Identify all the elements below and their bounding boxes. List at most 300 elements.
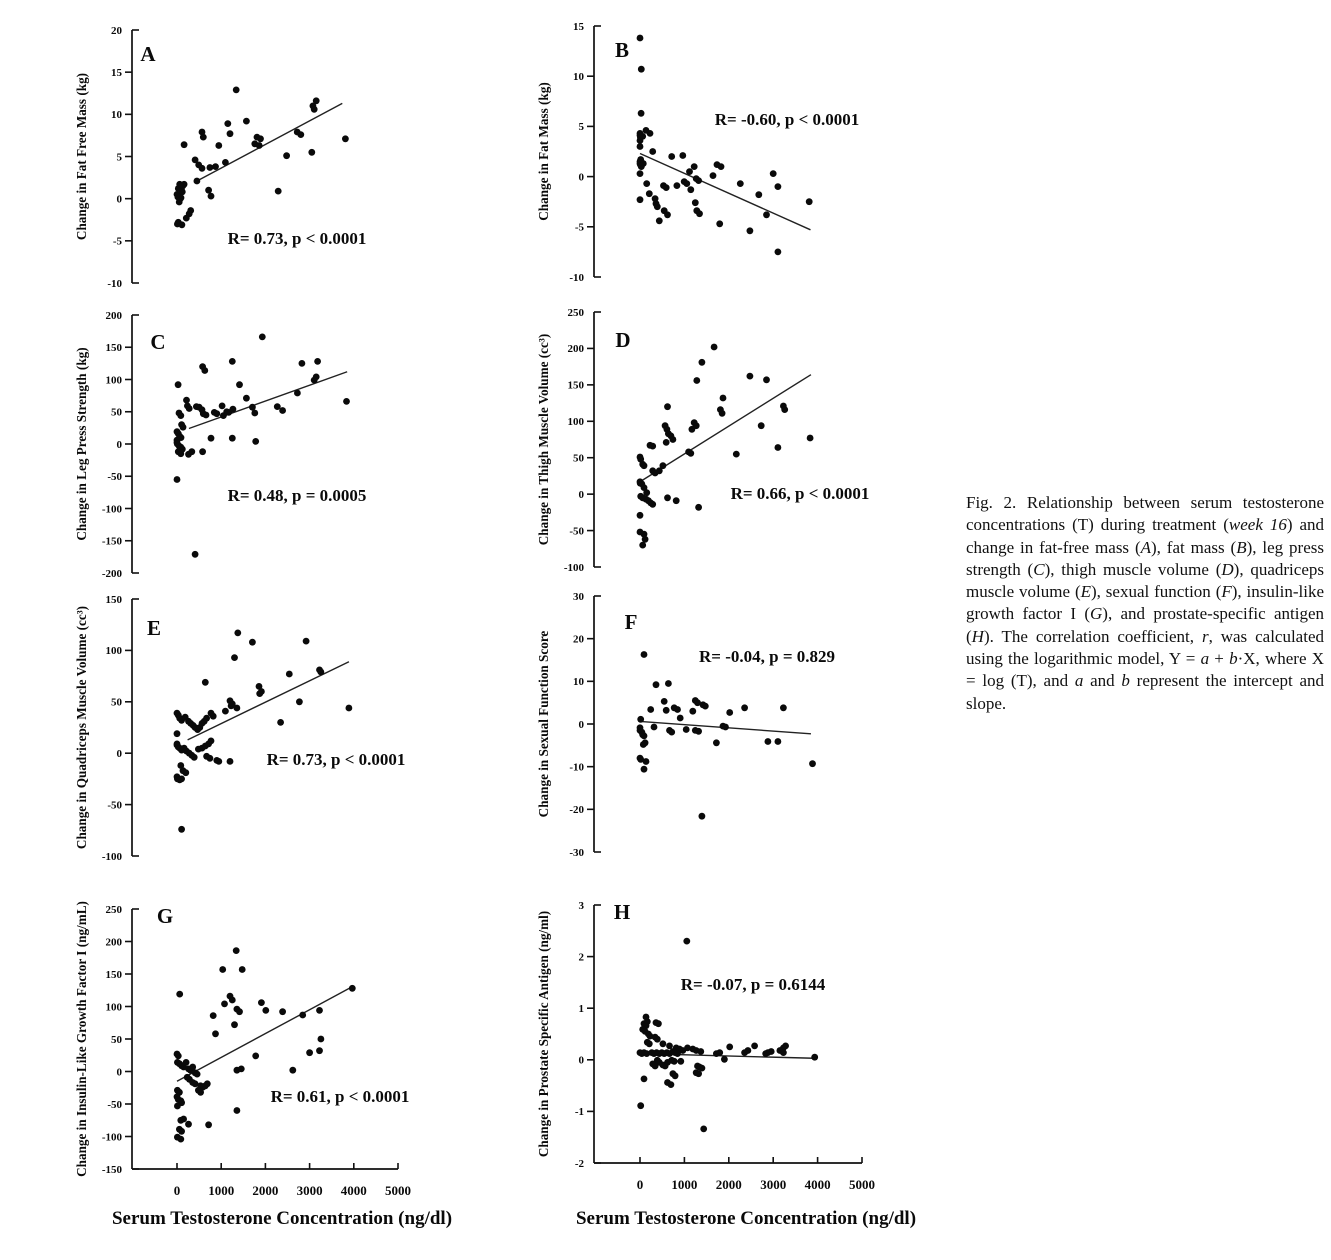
- data-point: [192, 551, 199, 558]
- data-point: [231, 654, 238, 661]
- data-point: [177, 450, 184, 457]
- data-point: [674, 706, 681, 713]
- data-point: [642, 536, 649, 543]
- correlation-annotation: R= 0.73, p < 0.0001: [266, 750, 406, 769]
- caption-italic-segment: a: [1074, 671, 1084, 691]
- data-point: [637, 170, 644, 177]
- data-point: [653, 681, 660, 688]
- data-point: [679, 152, 686, 159]
- x-tick-label: 3000: [296, 1183, 323, 1198]
- y-tick-label: -50: [107, 799, 122, 812]
- y-tick-label: 100: [567, 416, 584, 429]
- y-tick-label: 100: [105, 1001, 122, 1014]
- data-point: [234, 1107, 241, 1114]
- data-point: [643, 758, 650, 765]
- caption-segment: +: [1209, 649, 1230, 669]
- data-point: [647, 706, 654, 713]
- caption-segment: Fig. 2. Relationship between serum testosterone concentrations (T) during treatment (: [966, 493, 1324, 535]
- y-tick-label: 50: [111, 406, 122, 419]
- data-point: [205, 1121, 212, 1128]
- y-tick-label: 15: [573, 20, 584, 33]
- data-point: [664, 403, 671, 410]
- data-point: [687, 186, 694, 193]
- panel-F: [536, 591, 835, 859]
- data-point: [313, 97, 320, 104]
- data-point: [275, 188, 282, 195]
- data-point: [316, 1047, 323, 1054]
- data-point: [199, 165, 206, 172]
- data-point: [311, 106, 318, 113]
- data-point: [638, 110, 645, 117]
- panel-letter: B: [614, 38, 630, 62]
- data-point: [194, 178, 201, 185]
- data-point: [222, 708, 229, 715]
- data-point: [656, 217, 663, 224]
- caption-segment: ), quadriceps muscle volume (: [966, 559, 1324, 602]
- y-tick-label: -10: [569, 761, 584, 774]
- x-tick-label: 5000: [849, 1177, 875, 1192]
- data-point: [279, 407, 286, 414]
- data-point: [637, 156, 644, 163]
- data-point: [207, 755, 214, 762]
- caption-segment: , was calculated using the logarithmic model, Y =: [966, 626, 1324, 669]
- y-tick-label: 150: [105, 593, 122, 606]
- data-point: [230, 406, 237, 413]
- caption-italic-segment: C: [1033, 559, 1045, 579]
- caption-segment: ), sexual function (: [1091, 582, 1222, 602]
- data-point: [181, 141, 188, 148]
- data-point: [683, 726, 690, 733]
- data-point: [219, 966, 226, 973]
- data-point: [279, 1008, 286, 1015]
- data-point: [186, 405, 193, 412]
- y-axis-label: Change in Sexual Function Score: [536, 630, 551, 818]
- data-point: [655, 1020, 662, 1027]
- data-point: [806, 198, 813, 205]
- data-point: [638, 66, 645, 73]
- data-point: [229, 435, 236, 442]
- x-tick-label: 0: [636, 1177, 644, 1192]
- data-point: [277, 719, 284, 726]
- data-point: [668, 1081, 675, 1088]
- data-point: [677, 1058, 684, 1065]
- data-point: [243, 118, 250, 125]
- data-point: [737, 180, 744, 187]
- caption-italic-segment: B: [1236, 537, 1247, 557]
- data-point: [668, 729, 675, 736]
- y-tick-label: -30: [569, 846, 584, 859]
- correlation-annotation: R= 0.61, p < 0.0001: [270, 1087, 410, 1106]
- data-point: [780, 704, 787, 711]
- y-tick-label: 1: [578, 1003, 584, 1015]
- data-point: [664, 211, 671, 218]
- data-point: [660, 1040, 667, 1047]
- data-point: [349, 985, 356, 992]
- correlation-annotation: R= -0.04, p = 0.829: [698, 647, 836, 666]
- data-point: [651, 724, 658, 731]
- data-point: [719, 410, 726, 417]
- caption-segment: ·X, where X = log (T), and: [966, 649, 1325, 691]
- data-point: [177, 1136, 184, 1143]
- caption-segment: ), thigh muscle volume (: [1044, 559, 1222, 579]
- data-point: [208, 193, 215, 200]
- data-point: [262, 1007, 269, 1014]
- data-point: [695, 1070, 702, 1077]
- x-tick-label: 2000: [252, 1183, 279, 1198]
- data-point: [726, 709, 733, 716]
- y-tick-label: 5: [578, 121, 584, 134]
- data-point: [251, 410, 258, 417]
- data-point: [243, 395, 250, 402]
- data-point: [174, 1103, 181, 1110]
- caption-segment: and: [1083, 671, 1122, 691]
- data-point: [203, 715, 210, 722]
- data-point: [672, 1072, 679, 1079]
- data-point: [212, 1030, 219, 1037]
- y-tick-label: 100: [105, 645, 122, 658]
- data-point: [695, 177, 702, 184]
- data-point: [722, 724, 729, 731]
- y-tick-label: 250: [567, 306, 584, 319]
- caption-segment: ). The correlation coefficient,: [983, 626, 1202, 646]
- y-axis-label: Change in Fat Free Mass (kg): [74, 72, 89, 241]
- data-point: [721, 1056, 728, 1063]
- data-point: [294, 390, 301, 397]
- data-point: [700, 1126, 707, 1133]
- data-point: [758, 422, 765, 429]
- data-point: [710, 172, 717, 179]
- caption-italic-segment: week 16: [1228, 515, 1287, 535]
- x-tick-label: 1000: [208, 1183, 235, 1198]
- data-point: [346, 705, 353, 712]
- data-point: [303, 638, 310, 645]
- caption-italic-segment: r: [1201, 626, 1209, 646]
- data-point: [646, 1040, 653, 1047]
- y-tick-label: -100: [101, 850, 122, 863]
- data-point: [765, 738, 772, 745]
- data-point: [770, 170, 777, 177]
- correlation-annotation: R= -0.60, p < 0.0001: [714, 110, 860, 129]
- data-point: [257, 135, 264, 142]
- y-tick-label: 0: [578, 718, 584, 731]
- data-point: [695, 504, 702, 511]
- data-point: [639, 542, 646, 549]
- y-tick-label: 250: [105, 903, 122, 916]
- data-point: [299, 360, 306, 367]
- data-point: [343, 398, 350, 405]
- y-tick-label: 200: [567, 343, 584, 356]
- data-point: [179, 221, 186, 228]
- caption-italic-segment: H: [971, 626, 984, 646]
- y-tick-label: 50: [573, 452, 584, 465]
- data-point: [189, 1064, 196, 1071]
- data-point: [208, 738, 215, 745]
- data-point: [197, 1089, 204, 1096]
- trend-line: [188, 662, 349, 740]
- data-point: [208, 435, 215, 442]
- y-tick-label: -100: [563, 561, 584, 574]
- data-point: [677, 715, 684, 722]
- data-point: [219, 403, 226, 410]
- data-point: [252, 1053, 259, 1060]
- data-point: [687, 450, 694, 457]
- panel-A: [74, 25, 366, 290]
- data-point: [674, 182, 681, 189]
- data-point: [716, 1049, 723, 1056]
- data-point: [221, 1001, 228, 1008]
- data-point: [811, 1054, 818, 1061]
- data-point: [212, 163, 219, 170]
- data-point: [204, 1080, 211, 1087]
- data-point: [643, 180, 650, 187]
- y-tick-label: 20: [111, 24, 122, 37]
- data-point: [768, 1048, 775, 1055]
- trend-line: [189, 372, 347, 429]
- correlation-annotation: R= 0.73, p < 0.0001: [227, 229, 367, 248]
- data-point: [227, 758, 234, 765]
- data-point: [286, 671, 293, 678]
- panel-C: [74, 310, 366, 580]
- data-point: [177, 412, 184, 419]
- data-point: [236, 381, 243, 388]
- x-tick-label: 1000: [671, 1177, 698, 1192]
- data-point: [670, 436, 677, 443]
- data-point: [314, 358, 321, 365]
- data-point: [194, 1071, 201, 1078]
- y-tick-label: -10: [569, 271, 584, 284]
- data-point: [663, 184, 670, 191]
- data-point: [215, 758, 222, 765]
- data-point: [234, 705, 241, 712]
- x-tick-label: 5000: [385, 1183, 411, 1198]
- data-point: [780, 1049, 787, 1056]
- data-point: [664, 494, 671, 501]
- data-point: [726, 1044, 733, 1051]
- y-tick-label: 0: [116, 748, 122, 760]
- y-tick-label: 3: [578, 899, 584, 912]
- caption-segment: ), insulin-like growth factor I (: [966, 582, 1324, 624]
- caption-segment: ) and change in fat-free mass (: [966, 515, 1324, 557]
- data-point: [641, 1076, 648, 1083]
- data-point: [176, 991, 183, 998]
- data-point: [183, 397, 190, 404]
- data-point: [178, 776, 185, 783]
- y-tick-label: -50: [107, 1098, 122, 1111]
- data-point: [181, 181, 188, 188]
- data-point: [654, 203, 661, 210]
- data-point: [652, 1063, 659, 1070]
- correlation-annotation: R= 0.48, p = 0.0005: [227, 486, 367, 505]
- data-point: [210, 1012, 217, 1019]
- panel-letter: F: [624, 610, 638, 634]
- panel-letter: C: [150, 330, 166, 354]
- caption-italic-segment: D: [1221, 559, 1234, 579]
- y-axis-label: Change in Leg Press Strength (kg): [74, 347, 89, 541]
- data-point: [222, 159, 229, 166]
- y-tick-label: 10: [573, 71, 584, 83]
- y-tick-label: 15: [111, 66, 122, 79]
- data-point: [641, 733, 648, 740]
- figure-caption: [966, 492, 1324, 715]
- data-point: [781, 406, 788, 413]
- data-point: [693, 377, 700, 384]
- data-point: [258, 999, 265, 1006]
- data-point: [201, 367, 208, 374]
- trend-line: [640, 154, 810, 230]
- x-tick-label: 0: [173, 1183, 181, 1198]
- data-point: [692, 199, 699, 206]
- data-point: [649, 443, 656, 450]
- data-point: [696, 210, 703, 217]
- data-point: [256, 690, 263, 697]
- data-point: [252, 438, 259, 445]
- data-point: [674, 1050, 681, 1057]
- data-point: [647, 130, 654, 137]
- panel-G: [74, 901, 411, 1198]
- data-point: [637, 143, 644, 150]
- x-axis-title-left: Serum Testosterone Concentration (ng/dl): [111, 1208, 453, 1229]
- data-point: [308, 149, 315, 156]
- data-point: [733, 451, 740, 458]
- data-point: [316, 1007, 323, 1014]
- data-point: [297, 131, 304, 138]
- caption-italic-segment: a: [1200, 649, 1210, 669]
- data-point: [637, 716, 644, 723]
- y-tick-label: -100: [101, 1131, 122, 1144]
- y-tick-label: 50: [111, 696, 122, 709]
- data-point: [180, 424, 187, 431]
- data-point: [229, 358, 236, 365]
- data-point: [641, 651, 648, 658]
- data-point: [637, 1102, 644, 1109]
- data-point: [342, 135, 349, 142]
- y-tick-label: 10: [111, 109, 122, 122]
- data-point: [228, 703, 235, 710]
- y-tick-label: 0: [116, 193, 122, 206]
- data-point: [661, 698, 668, 705]
- caption-segment: ), leg press strength (: [966, 537, 1324, 579]
- y-tick-label: 5: [116, 151, 122, 164]
- data-point: [318, 669, 325, 676]
- data-point: [210, 713, 217, 720]
- caption-italic-segment: E: [1080, 582, 1091, 602]
- y-tick-label: 0: [116, 438, 122, 451]
- data-point: [713, 739, 720, 746]
- data-point: [188, 448, 195, 455]
- data-point: [702, 703, 709, 710]
- y-tick-label: -20: [569, 804, 584, 817]
- data-point: [234, 630, 241, 637]
- panel-letter: G: [156, 904, 174, 928]
- y-tick-label: -100: [101, 503, 122, 516]
- data-point: [747, 373, 754, 380]
- y-tick-label: -5: [112, 235, 122, 248]
- y-tick-label: 0: [578, 488, 584, 501]
- data-point: [213, 410, 220, 417]
- y-tick-label: -5: [574, 221, 584, 234]
- data-point: [231, 1021, 238, 1028]
- y-axis-label: Change in Insulin-Like Growth Factor I (ng/mL): [74, 901, 89, 1177]
- data-point: [807, 435, 814, 442]
- data-point: [183, 1059, 190, 1066]
- data-point: [763, 211, 770, 218]
- data-point: [202, 679, 209, 686]
- data-point: [174, 730, 181, 737]
- data-point: [663, 707, 670, 714]
- y-tick-label: -50: [569, 525, 584, 538]
- data-point: [289, 1067, 296, 1074]
- y-axis-label: Change in Quadriceps Muscle Volume (cc³): [74, 605, 89, 850]
- data-point: [699, 813, 706, 820]
- data-point: [673, 497, 680, 504]
- data-point: [660, 462, 667, 469]
- data-point: [239, 966, 246, 973]
- data-point: [686, 168, 693, 175]
- y-tick-label: 50: [111, 1033, 122, 1046]
- data-point: [741, 704, 748, 711]
- data-point: [691, 163, 698, 170]
- y-tick-label: 0: [116, 1066, 122, 1079]
- x-axis-title-right: Serum Testosterone Concentration (ng/dl): [575, 1208, 917, 1229]
- panel-E: [74, 594, 405, 863]
- y-axis-label: Change in Fat Mass (kg): [536, 82, 551, 221]
- data-point: [646, 190, 653, 197]
- x-tick-label: 2000: [715, 1177, 742, 1192]
- data-point: [176, 199, 183, 206]
- data-point: [642, 739, 649, 746]
- data-point: [224, 120, 231, 127]
- data-point: [296, 698, 303, 705]
- panel-letter: E: [146, 616, 162, 640]
- data-point: [233, 87, 240, 94]
- data-point: [313, 374, 320, 381]
- data-point: [689, 426, 696, 433]
- data-point: [763, 376, 770, 383]
- data-point: [306, 1049, 313, 1056]
- caption-italic-segment: A: [1140, 537, 1151, 557]
- data-point: [175, 381, 182, 388]
- data-point: [641, 462, 648, 469]
- y-tick-label: 200: [105, 936, 122, 949]
- y-tick-label: -2: [574, 1157, 584, 1170]
- data-point: [179, 189, 186, 196]
- y-tick-label: -1: [574, 1106, 584, 1119]
- data-point: [283, 152, 290, 159]
- y-tick-label: 200: [105, 309, 122, 322]
- data-point: [199, 448, 206, 455]
- caption-italic-segment: b: [1121, 671, 1130, 691]
- panel-H: [536, 900, 875, 1192]
- caption-segment: represent the intercept and slope.: [966, 671, 1325, 713]
- correlation-annotation: R= 0.66, p < 0.0001: [730, 484, 870, 503]
- data-point: [745, 1047, 752, 1054]
- y-tick-label: -200: [101, 567, 122, 580]
- data-point: [775, 738, 782, 745]
- data-point: [227, 130, 234, 137]
- data-point: [683, 180, 690, 187]
- x-tick-label: 3000: [760, 1177, 787, 1192]
- y-tick-label: -150: [101, 1163, 122, 1176]
- data-point: [716, 220, 723, 227]
- data-point: [649, 148, 656, 155]
- data-point: [711, 344, 718, 351]
- data-point: [809, 760, 816, 767]
- data-point: [205, 187, 212, 194]
- data-point: [249, 639, 256, 646]
- data-point: [238, 1066, 245, 1073]
- panel-letter: A: [140, 42, 156, 66]
- caption-segment: ), and prostate-specific antigen (: [966, 604, 1325, 646]
